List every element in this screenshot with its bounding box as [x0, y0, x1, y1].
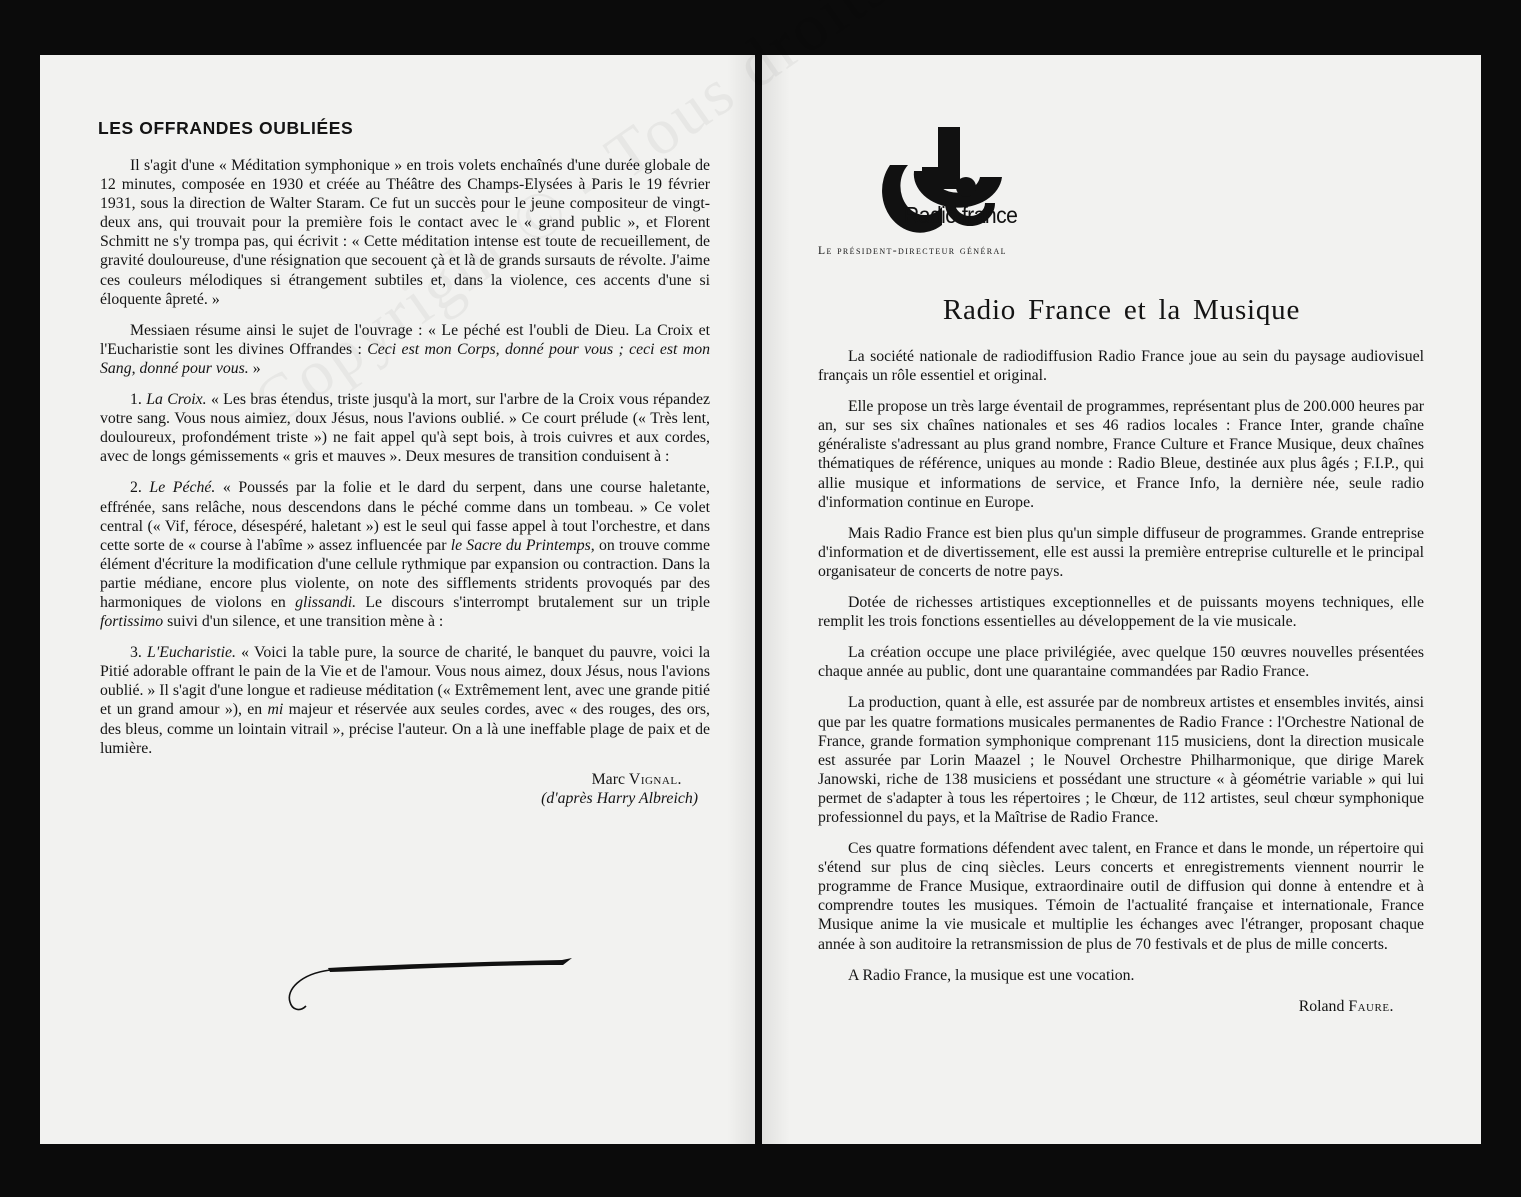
paragraph-subject	[100, 321, 710, 378]
author-signature	[100, 770, 698, 808]
movement-text: majeur et réservée aux seules cordes, avec « des rouges, des ors, des bleus, comme un lointain vitrail », précise l'auteur. On a là une ineffable plage de paix et de lumière.	[100, 701, 710, 757]
role-line: Le président-directeur général	[818, 244, 1007, 257]
movement-title: L'Eucharistie.	[147, 644, 236, 662]
signature-name	[818, 997, 1394, 1016]
paragraph-la-croix	[100, 390, 710, 466]
movement-text: Le discours s'interrompt brutalement sur un triple	[356, 593, 710, 611]
left-page	[40, 55, 755, 1144]
signature-last-name: Vignal.	[628, 770, 682, 788]
signature-first-name: Marc	[591, 770, 629, 788]
paragraph: Elle propose un très large éventail de programmes, représentant plus de 200.000 heures par an, sur ses six chaînes nationales et ses 46 radios locales : France Inter, grande chaîne généraliste s'adressant au plus grand nombre, France Culture et France Musique, deux chaînes thématiques de référence, uniques au monde : Radio Bleue, destinée aux plus âgés ; F.I.P., qui allie musique et informations de service, et France Info, la dernière née, seule radio d'information continue en Europe.	[818, 398, 1424, 511]
term-italic: mi	[267, 701, 284, 719]
item-number: 3.	[130, 644, 148, 662]
paragraph-le-peche	[100, 478, 710, 631]
paragraph: Ces quatre formations défendent avec talent, en France et dans le monde, un répertoire qui s'étend sur plus de cinq siècles. Leurs concerts et enregistrements viennent nourrir le programme de France Musique, extraordinaire outil de diffusion qui donne à entendre et à comprendre toutes les musiques. Témoin de l'actualité française et internationale, France Musique anime la vie musicale et multiplie les échanges avec l'étranger, proposant chaque année à son auditoire la retransmission de plus de 70 festivals et de plus de mille concerts.	[818, 840, 1424, 953]
movement-text: « Poussés par la folie et le dard du serpent, dans une course haletante, effrénée, sans relâche, nous descendons dans le péché comme dans un tombeau. » Ce volet central (« Vif, féroce, désespéré, haletant ») est le seul qui fasse appel à tout l'orchestre, et dans cette sorte de « course à l'abîme » assez influencée par	[100, 479, 710, 554]
signature-note-text: (d'après Harry Albreich)	[541, 789, 698, 807]
flourish-ornament	[280, 950, 580, 1020]
movement-text: on trouve comme élément d'écriture la modification d'une cellule rythmique par expansion ou contraction. Dans la partie médiane, encore plus violente, on note des sifflements stridents provoqués par des harmoniques de violons en	[100, 536, 710, 611]
signature-last-name: Faure.	[1348, 997, 1394, 1015]
right-column	[818, 347, 1424, 1016]
movement-title: Le Péché.	[149, 479, 216, 497]
paragraph-eucharistie	[100, 643, 710, 758]
page-title: Radio France et la Musique	[942, 294, 1301, 326]
term-italic: glissandi.	[295, 593, 357, 611]
paragraph: La production, quant à elle, est assurée par de nombreux artistes et ensembles invités, ainsi que par les quatre formations musicales permanentes de Radio France : l'Orchestre National de France, grande formation symphonique comprenant 115 musiciens, dont la direction musicale est assurée par Lorin Maazel ; le Nouvel Orchestre Philharmonique, que dirige Marek Janowski, riche de 138 musiciens et possédant une structure « à géométrie variable » qui lui permet de s'adapter à tous les répertoires ; le Chœur, de 112 artistes, seul chœur symphonique professionnel du pays, et la Maîtrise de Radio France.	[818, 694, 1424, 826]
paragraph: Dotée de richesses artistiques exceptionnelles et de puissants moyens techniques, elle remplit les trois fonctions essentielles au développement de la vie musicale.	[818, 594, 1424, 631]
logo-wordmark: Radio france	[904, 202, 1018, 228]
movement-title: La Croix.	[146, 391, 207, 409]
movement-text: « Voici la table pure, la source de charité, le banquet du pauvre, voici la Pitié adorable offrant le pain de la Vie et de l'amour. Vous nous aimez, doux Jésus, nous l'avions oublié. » Il s'agit d'une longue et radieuse méditation (« Extrêmement lent, avec une grande pitié et un grand amour »), en	[100, 644, 710, 719]
paragraph-intro: Il s'agit d'une « Méditation symphonique » en trois volets enchaînés d'une durée globale de 12 minutes, composée en 1930 et créée au Théâtre des Champs-Elysées à Paris le 19 février 1931, sous la direction de Walter Staram. Ce fut un succès pour le jeune compositeur de vingt-deux ans, qui trouvait pour la première fois le contact avec le « grand public », et Florent Schmitt ne s'y trompa pas, qui écrivit : « Cette méditation intense est toute de recueillement, de gravité douloureuse, d'une résignation que secouent çà et là de grands sursauts de révolte. J'aime ces couleurs mélodiques si étrangement subtiles et, dans la violence, ces accents d'une si éloquente âpreté. »	[100, 157, 710, 308]
term-italic: fortissimo	[100, 613, 164, 631]
quote-close: »	[248, 359, 261, 377]
signature-first-name: Roland	[1298, 997, 1349, 1015]
quote-italic: Ceci est mon Corps, donné pour vous ; ceci est mon Sang, donné pour vous.	[100, 340, 710, 377]
movement-text: « Les bras étendus, triste jusqu'à la mort, sur l'arbre de la Croix vous répandez votre sang. Vous nous aimiez, doux Jésus, nous l'avions oublié. » Ce court prélude (« Très lent, douloureux, profondément triste ») ne fait appel qu'à sept bois, à trois cuivres et aux cordes, avec de longs gémissements « gris et mauves ». Deux mesures de transition conduisent à :	[100, 391, 711, 466]
right-page	[762, 55, 1481, 1144]
left-column	[100, 118, 710, 808]
movement-text: suivi d'un silence, et une transition mène à :	[163, 613, 444, 631]
section-heading: LES OFFRANDES OUBLIÉES	[98, 118, 354, 138]
paragraph: La société nationale de radiodiffusion Radio France joue au sein du paysage audiovisuel français un rôle essentiel et original.	[818, 348, 1424, 385]
item-number: 2.	[130, 479, 150, 497]
signature-name	[100, 770, 682, 789]
gutter-shadow-right	[762, 55, 790, 1144]
signature-note	[100, 789, 698, 808]
paragraph-subject-text: Messiaen résume ainsi le sujet de l'ouvrage : « Le péché est l'oubli de Dieu. La Croix et l'Eucharistie sont les divines Offrandes :	[100, 321, 710, 358]
item-number: 1.	[130, 391, 147, 409]
paragraph: La création occupe une place privilégiée, avec quelque 150 œuvres nouvelles présentées chaque année au public, dont une quarantaine commandées par Radio France.	[818, 644, 1424, 681]
paragraph: Mais Radio France est bien plus qu'un simple diffuseur de programmes. Grande entreprise d'information et de divertissement, elle est aussi la première entreprise culturelle et le principal organisateur de concerts de notre pays.	[818, 524, 1424, 580]
work-title: le Sacre du Printemps,	[450, 536, 595, 554]
gutter-shadow-left	[727, 55, 755, 1144]
paragraph: A Radio France, la musique est une vocation.	[848, 966, 1135, 984]
